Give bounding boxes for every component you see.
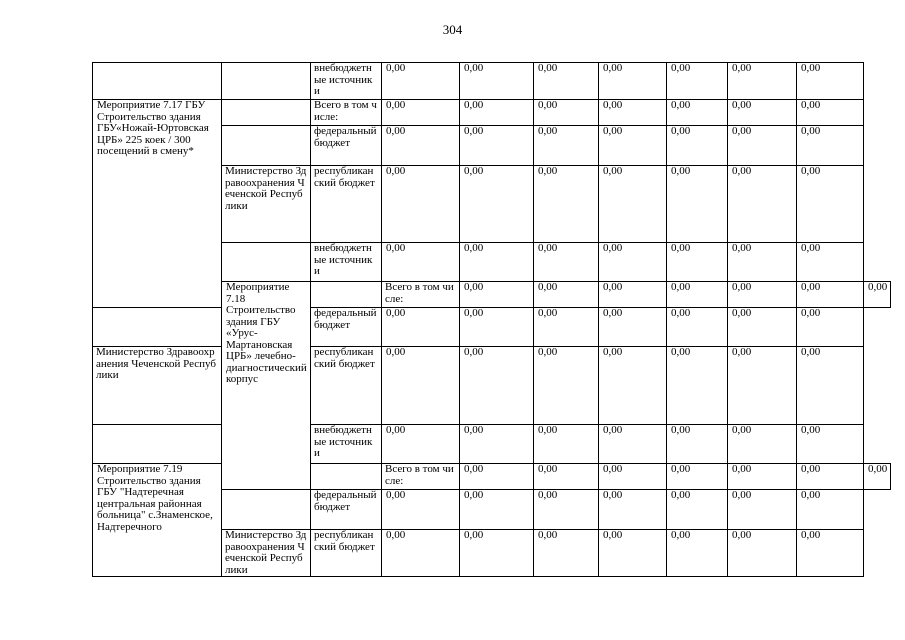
- value-cell: 0,00: [864, 282, 891, 308]
- value-cell: 0,00: [382, 308, 460, 347]
- value-cell: 0,00: [797, 282, 864, 308]
- value-cell: 0,00: [534, 166, 599, 243]
- value-cell: 0,00: [864, 464, 891, 490]
- source-cell: федеральный бюджет: [311, 126, 382, 166]
- value-cell: 0,00: [599, 425, 667, 464]
- executor-cell-empty: [222, 63, 311, 100]
- value-cell: 0,00: [599, 100, 667, 126]
- value-cell: 0,00: [599, 308, 667, 347]
- value-cell: 0,00: [460, 100, 534, 126]
- value-cell: 0,00: [382, 347, 460, 425]
- value-cell: 0,00: [797, 464, 864, 490]
- value-cell: 0,00: [667, 530, 728, 577]
- value-cell: 0,00: [667, 243, 728, 282]
- value-cell: 0,00: [728, 530, 797, 577]
- value-cell: 0,00: [460, 425, 534, 464]
- value-cell: 0,00: [667, 126, 728, 166]
- executor-cell: Министерство Здравоохранения Чеченской Республики: [93, 347, 222, 425]
- table-row: [93, 63, 891, 100]
- source-cell: республиканский бюджет: [311, 530, 382, 577]
- value-cell: 0,00: [797, 490, 864, 530]
- value-cell: 0,00: [667, 166, 728, 243]
- page-number: 304: [442, 22, 463, 37]
- executor-cell-empty: [222, 100, 311, 126]
- value-cell: 0,00: [382, 126, 460, 166]
- value-cell: 0,00: [667, 100, 728, 126]
- source-cell: внебюджетные источники: [311, 63, 382, 100]
- value-cell: 0,00: [728, 126, 797, 166]
- activity-cell: Мероприятие 7.19 Строительство здания ГБУ "Надтеречная центральная районная больница" с.Знаменское, Надтеречного: [93, 464, 222, 577]
- value-cell: 0,00: [460, 243, 534, 282]
- value-cell: 0,00: [534, 530, 599, 577]
- source-cell: Всего в том числе:: [382, 464, 460, 490]
- executor-cell: Министерство Здравоохранения Чеченской Республики: [222, 530, 311, 577]
- value-cell: 0,00: [728, 308, 797, 347]
- value-cell: 0,00: [382, 100, 460, 126]
- value-cell: 0,00: [382, 166, 460, 243]
- value-cell: 0,00: [534, 126, 599, 166]
- source-cell: Всего в том числе:: [311, 100, 382, 126]
- source-cell: Всего в том числе:: [382, 282, 460, 308]
- value-cell: 0,00: [667, 490, 728, 530]
- activity-cell: Мероприятие 7.17 ГБУ Строительство здания ГБУ«Ножай-Юртовская ЦРБ» 225 коек / 300 посещений в смену*: [93, 100, 222, 308]
- source-cell: внебюджетные источники: [311, 425, 382, 464]
- value-cell: 0,00: [728, 347, 797, 425]
- value-cell: 0,00: [534, 243, 599, 282]
- value-cell: 0,00: [728, 464, 797, 490]
- activity-cell-empty: [93, 63, 222, 100]
- value-cell: 0,00: [797, 243, 864, 282]
- value-cell: 0,00: [728, 243, 797, 282]
- value-cell: 0,00: [534, 347, 599, 425]
- value-cell: 0,00: [460, 347, 534, 425]
- value-cell: 0,00: [728, 63, 797, 100]
- table-row: [93, 425, 891, 464]
- value-cell: 0,00: [599, 126, 667, 166]
- source-cell: республиканский бюджет: [311, 166, 382, 243]
- executor-cell-empty: [222, 490, 311, 530]
- value-cell: 0,00: [667, 347, 728, 425]
- value-cell: 0,00: [728, 425, 797, 464]
- value-cell: 0,00: [599, 63, 667, 100]
- executor-cell-empty: [311, 464, 382, 490]
- value-cell: 0,00: [797, 425, 864, 464]
- value-cell: 0,00: [534, 308, 599, 347]
- value-cell: 0,00: [382, 63, 460, 100]
- value-cell: 0,00: [797, 63, 864, 100]
- value-cell: 0,00: [599, 464, 667, 490]
- value-cell: 0,00: [534, 63, 599, 100]
- value-cell: 0,00: [382, 243, 460, 282]
- value-cell: 0,00: [382, 530, 460, 577]
- executor-cell-empty: [311, 282, 382, 308]
- value-cell: 0,00: [534, 282, 599, 308]
- source-cell: республиканский бюджет: [311, 347, 382, 425]
- table-row: [93, 464, 891, 490]
- value-cell: 0,00: [667, 282, 728, 308]
- value-cell: 0,00: [460, 166, 534, 243]
- value-cell: 0,00: [599, 490, 667, 530]
- value-cell: 0,00: [728, 100, 797, 126]
- value-cell: 0,00: [667, 308, 728, 347]
- value-cell: 0,00: [534, 100, 599, 126]
- value-cell: 0,00: [667, 464, 728, 490]
- activity-cell: Мероприятие 7.18 Строительство здания ГБУ «Урус-Мартановская ЦРБ» лечебно-диагностический корпус: [222, 282, 311, 490]
- value-cell: 0,00: [797, 347, 864, 425]
- value-cell: 0,00: [382, 490, 460, 530]
- value-cell: 0,00: [599, 347, 667, 425]
- value-cell: 0,00: [667, 425, 728, 464]
- value-cell: 0,00: [599, 166, 667, 243]
- executor-cell-empty: [93, 308, 222, 347]
- value-cell: 0,00: [797, 126, 864, 166]
- value-cell: 0,00: [460, 308, 534, 347]
- value-cell: 0,00: [599, 282, 667, 308]
- value-cell: 0,00: [797, 530, 864, 577]
- value-cell: 0,00: [382, 425, 460, 464]
- value-cell: 0,00: [728, 282, 797, 308]
- source-cell: федеральный бюджет: [311, 308, 382, 347]
- value-cell: 0,00: [797, 166, 864, 243]
- value-cell: 0,00: [599, 530, 667, 577]
- value-cell: 0,00: [797, 100, 864, 126]
- value-cell: 0,00: [667, 63, 728, 100]
- value-cell: 0,00: [460, 464, 534, 490]
- table-row: [93, 347, 891, 425]
- executor-cell-empty: [93, 425, 222, 464]
- executor-cell-empty: [222, 126, 311, 166]
- value-cell: 0,00: [534, 425, 599, 464]
- budget-table: [92, 62, 891, 577]
- value-cell: 0,00: [460, 490, 534, 530]
- executor-cell: Министерство Здравоохранения Чеченской Республики: [222, 166, 311, 243]
- value-cell: 0,00: [728, 166, 797, 243]
- value-cell: 0,00: [460, 63, 534, 100]
- value-cell: 0,00: [797, 308, 864, 347]
- executor-cell-empty: [222, 243, 311, 282]
- table-row: [93, 100, 891, 126]
- value-cell: 0,00: [534, 464, 599, 490]
- value-cell: 0,00: [460, 126, 534, 166]
- value-cell: 0,00: [599, 243, 667, 282]
- value-cell: 0,00: [460, 530, 534, 577]
- source-cell: внебюджетные источники: [311, 243, 382, 282]
- value-cell: 0,00: [460, 282, 534, 308]
- value-cell: 0,00: [534, 490, 599, 530]
- table-row: [93, 308, 891, 347]
- source-cell: федеральный бюджет: [311, 490, 382, 530]
- value-cell: 0,00: [728, 490, 797, 530]
